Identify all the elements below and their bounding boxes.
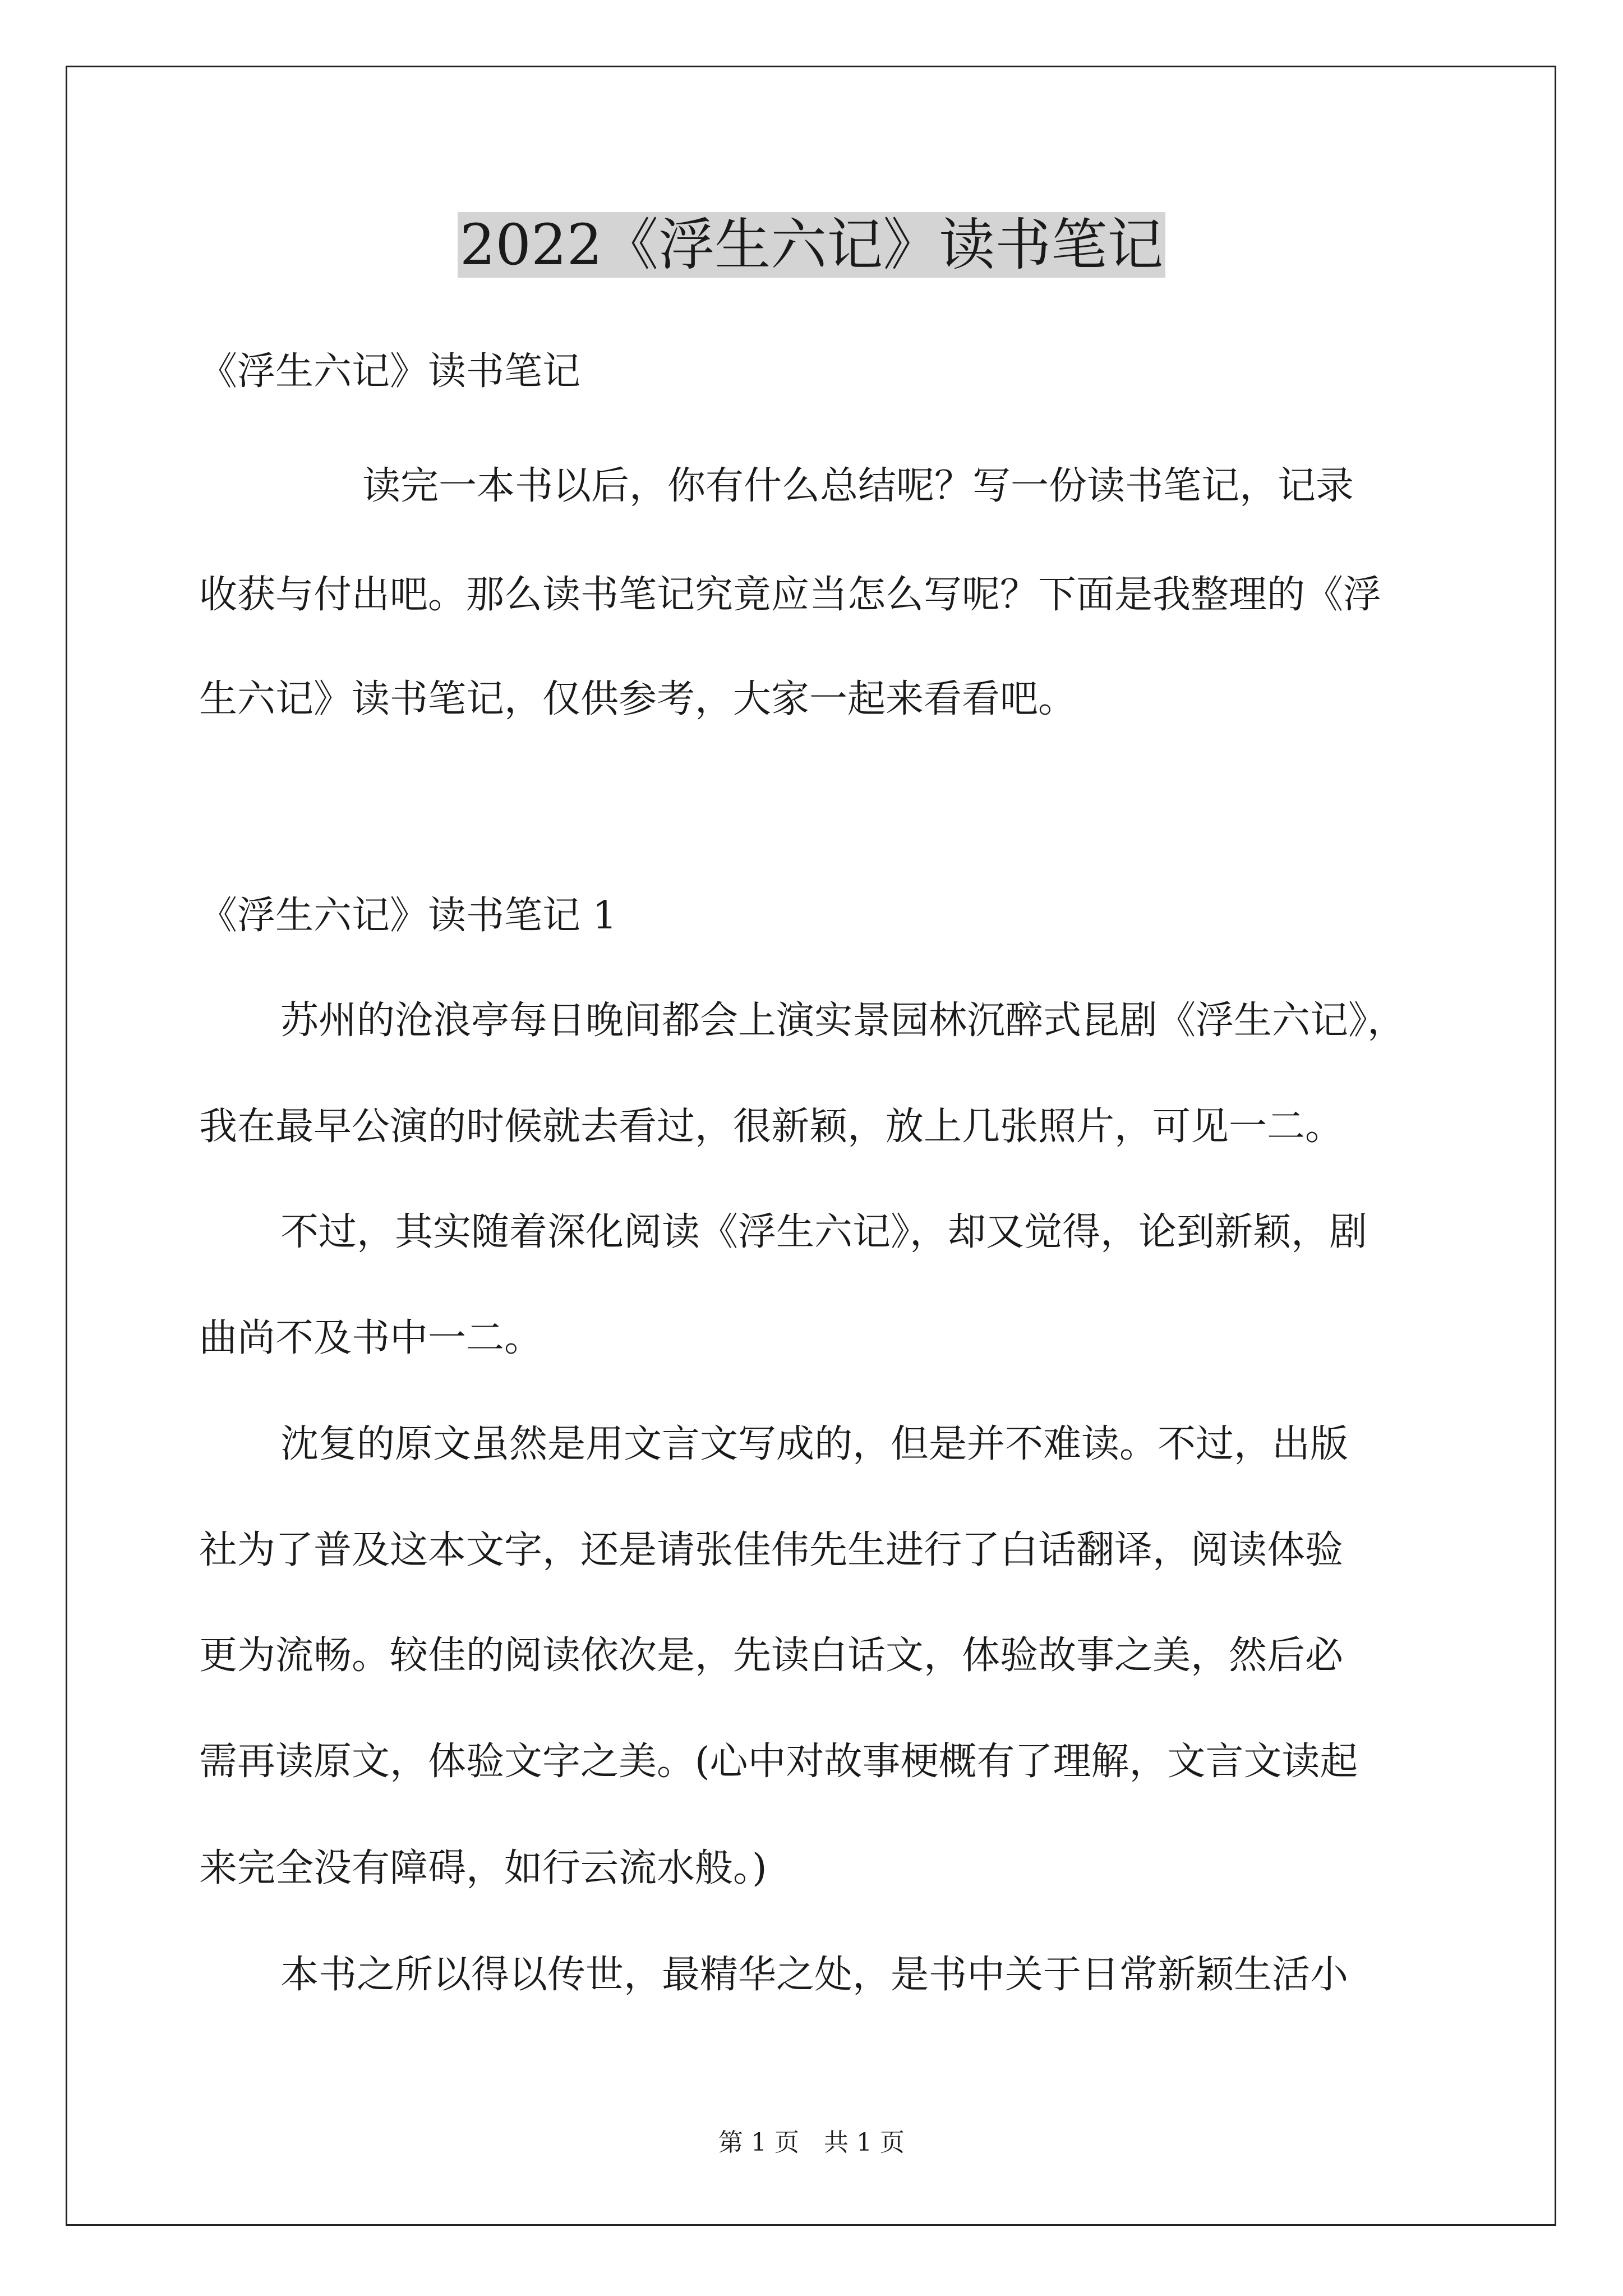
paragraph-line: 不过，其实随着深化阅读《浮生六记》，却又觉得，论到新颖，剧 [280,1210,1368,1254]
section-heading: 《浮生六记》读书笔记 1 [199,894,617,938]
paragraph-line: 我在最早公演的时候就去看过，很新颖，放上几张照片，可见一二。 [199,1105,1344,1149]
paragraph-line: 需再读原文，体验文字之美。(心中对故事梗概有了理解，文言文读起 [199,1740,1358,1784]
paragraph-line: 本书之所以得以传世，最精华之处，是书中关于日常新颖生活小 [280,1953,1349,1997]
intro-line: 读完一本书以后，你有什么总结呢？写一份读书笔记，记录 [362,464,1354,508]
paragraph-line: 沈复的原文虽然是用文言文写成的，但是并不难读。不过，出版 [280,1422,1349,1466]
paragraph-line: 来完全没有障碍，如行云流水般。) [199,1846,767,1890]
paragraph-line: 更为流畅。较佳的阅读依次是，先读白话文，体验故事之美，然后必 [199,1634,1344,1678]
intro-line: 收获与付出吧。那么读书笔记究竟应当怎么写呢？下面是我整理的《浮 [199,573,1382,617]
document-title-text: 2022《浮生六记》读书笔记 [458,212,1166,278]
page-footer: 第 1 页 共 1 页 [718,2128,905,2157]
document-title [0,209,1623,282]
paragraph-line: 曲尚不及书中一二。 [199,1316,543,1360]
paragraph-line: 苏州的沧浪亭每日晚间都会上演实景园林沉醉式昆剧《浮生六记》， [280,999,1406,1043]
document-subtitle: 《浮生六记》读书笔记 [199,349,581,394]
paragraph-line: 社为了普及这本文字，还是请张佳伟先生进行了白话翻译，阅读体验 [199,1528,1344,1572]
intro-line: 生六记》读书笔记，仅供参考，大家一起来看看吧。 [199,677,1077,721]
